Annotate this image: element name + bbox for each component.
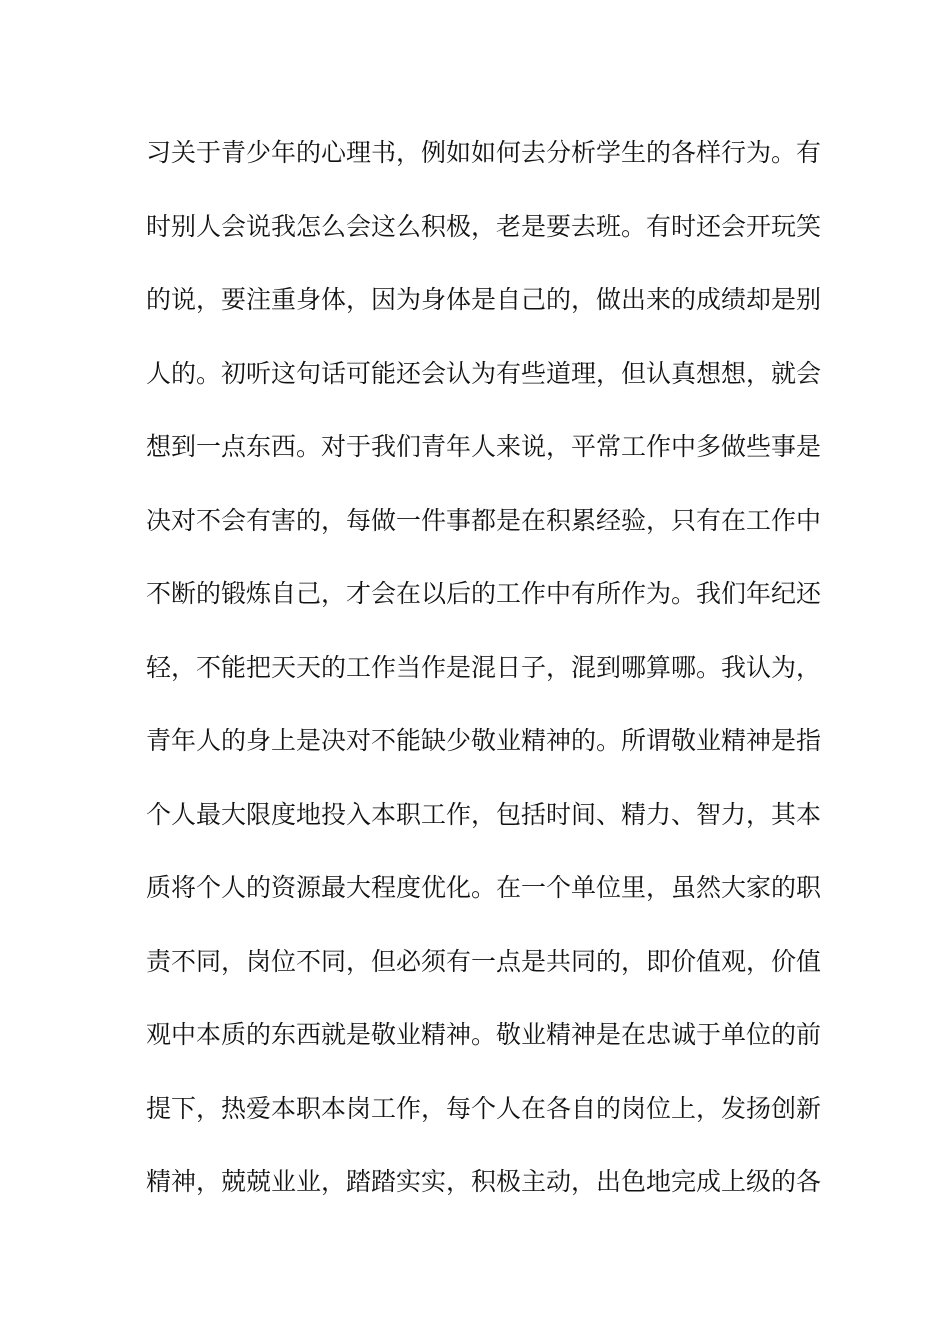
text-line: 不断的锻炼自己，才会在以后的工作中有所作为。我们年纪还 <box>146 579 822 608</box>
text-line: 轻，不能把天天的工作当作是混日子，混到哪算哪。我认为， <box>146 652 822 682</box>
text-line: 青年人的身上是决对不能缺少敬业精神的。所谓敬业精神是指 <box>146 726 822 755</box>
text-line: 提下，热爱本职本岗工作，每个人在各自的岗位上，发扬创新 <box>146 1093 822 1123</box>
text-line: 决对不会有害的，每做一件事都是在积累经验，只有在工作中 <box>146 505 822 535</box>
text-line: 的说，要注重身体，因为身体是自己的，做出来的成绩却是别 <box>146 285 822 314</box>
text-line: 精神，兢兢业业，踏踏实实，积极主动，出色地完成上级的各 <box>146 1167 822 1196</box>
text-line: 观中本质的东西就是敬业精神。敬业精神是在忠诚于单位的前 <box>146 1020 822 1049</box>
text-line: 时别人会说我怎么会这么积极，老是要去班。有时还会开玩笑 <box>146 211 822 241</box>
document-body <box>146 134 822 1237</box>
text-line: 责不同，岗位不同，但必须有一点是共同的，即价值观，价值 <box>146 946 822 976</box>
text-line: 质将个人的资源最大程度优化。在一个单位里，虽然大家的职 <box>146 873 822 902</box>
text-line: 个人最大限度地投入本职工作，包括时间、精力、智力，其本 <box>146 799 822 829</box>
text-line: 想到一点东西。对于我们青年人来说，平常工作中多做些事是 <box>146 432 822 461</box>
text-line: 习关于青少年的心理书，例如如何去分析学生的各样行为。有 <box>146 138 822 167</box>
text-line: 人的。初听这句话可能还会认为有些道理，但认真想想，就会 <box>146 358 822 388</box>
